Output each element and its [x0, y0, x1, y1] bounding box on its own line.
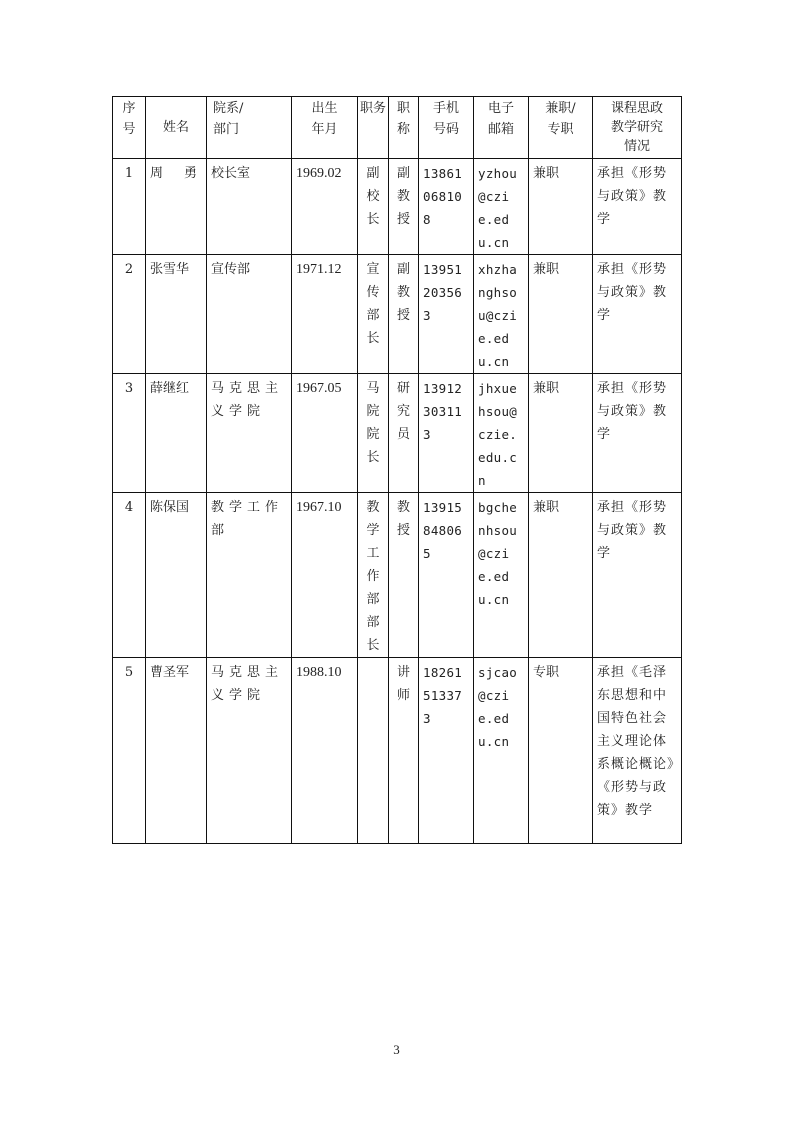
- cell-birth: 1969.02: [292, 159, 358, 255]
- cell-phone: 13861068108: [419, 159, 474, 255]
- cell-research: 承担《形势与政策》教学: [593, 159, 682, 255]
- cell-title: 副教授: [389, 159, 419, 255]
- cell-title: 研究员: [389, 374, 419, 493]
- cell-name: 曹圣军: [146, 658, 207, 844]
- table-row: [113, 493, 682, 658]
- cell-birth: 1967.10: [292, 493, 358, 658]
- cell-type: 专职: [529, 658, 593, 844]
- cell-dept: 宣传部: [207, 255, 292, 374]
- table-row: [113, 255, 682, 374]
- cell-dept: 马克思主义学院: [207, 374, 292, 493]
- page-number: 3: [393, 1042, 400, 1057]
- cell-type: 兼职: [529, 493, 593, 658]
- cell-name: 薛继红: [146, 374, 207, 493]
- cell-phone: 18261513373: [419, 658, 474, 844]
- cell-position: 宣传部长: [358, 255, 389, 374]
- table-header-row: [113, 97, 682, 159]
- cell-dept: 马克思主义学院: [207, 658, 292, 844]
- cell-research: 承担《形势与政策》教学: [593, 255, 682, 374]
- cell-no: 4: [113, 493, 146, 658]
- header-research: 课程思政 教学研究 情况: [593, 97, 682, 159]
- cell-dept: 教学工作部: [207, 493, 292, 658]
- cell-email: yzhou@czie.edu.cn: [474, 159, 529, 255]
- cell-position: 副校长: [358, 159, 389, 255]
- cell-phone: 13912303113: [419, 374, 474, 493]
- cell-name: 张雪华: [146, 255, 207, 374]
- cell-title: 副教授: [389, 255, 419, 374]
- cell-position: 马院院长: [358, 374, 389, 493]
- cell-phone: 13951203563: [419, 255, 474, 374]
- cell-birth: 1967.05: [292, 374, 358, 493]
- cell-name: 陈保国: [146, 493, 207, 658]
- header-name: 姓名: [146, 97, 207, 159]
- cell-no: 2: [113, 255, 146, 374]
- cell-name: 周 勇: [146, 159, 207, 255]
- cell-title: 教授: [389, 493, 419, 658]
- cell-type: 兼职: [529, 374, 593, 493]
- cell-dept: 校长室: [207, 159, 292, 255]
- cell-position: 教学工作部部长: [358, 493, 389, 658]
- table-row: [113, 159, 682, 255]
- header-type: 兼职/ 专职: [529, 97, 593, 159]
- header-email: 电子 邮箱: [474, 97, 529, 159]
- cell-email: bgchenhsou@czie.edu.cn: [474, 493, 529, 658]
- header-no: 序号: [113, 97, 146, 159]
- header-dept: 院系/ 部门: [207, 97, 292, 159]
- cell-no: 5: [113, 658, 146, 844]
- cell-research: 承担《毛泽东思想和中国特色社会主义理论体系概论概论》《形势与政策》教学: [593, 658, 682, 844]
- cell-birth: 1988.10: [292, 658, 358, 844]
- cell-email: xhzhanghsou@czie.edu.cn: [474, 255, 529, 374]
- header-title: 职称: [389, 97, 419, 159]
- cell-phone: 13915848065: [419, 493, 474, 658]
- cell-title: 讲师: [389, 658, 419, 844]
- header-birth: 出生 年月: [292, 97, 358, 159]
- cell-research: 承担《形势与政策》教学: [593, 493, 682, 658]
- header-phone: 手机 号码: [419, 97, 474, 159]
- cell-birth: 1971.12: [292, 255, 358, 374]
- cell-research: 承担《形势与政策》教学: [593, 374, 682, 493]
- cell-email: sjcao@czie.edu.cn: [474, 658, 529, 844]
- header-position: 职务: [358, 97, 389, 159]
- staff-table: [112, 96, 682, 844]
- cell-position: [358, 658, 389, 844]
- cell-no: 3: [113, 374, 146, 493]
- table-row: [113, 658, 682, 844]
- cell-email: jhxuehsou@czie.edu.cn: [474, 374, 529, 493]
- cell-type: 兼职: [529, 159, 593, 255]
- cell-type: 兼职: [529, 255, 593, 374]
- cell-no: 1: [113, 159, 146, 255]
- table-row: [113, 374, 682, 493]
